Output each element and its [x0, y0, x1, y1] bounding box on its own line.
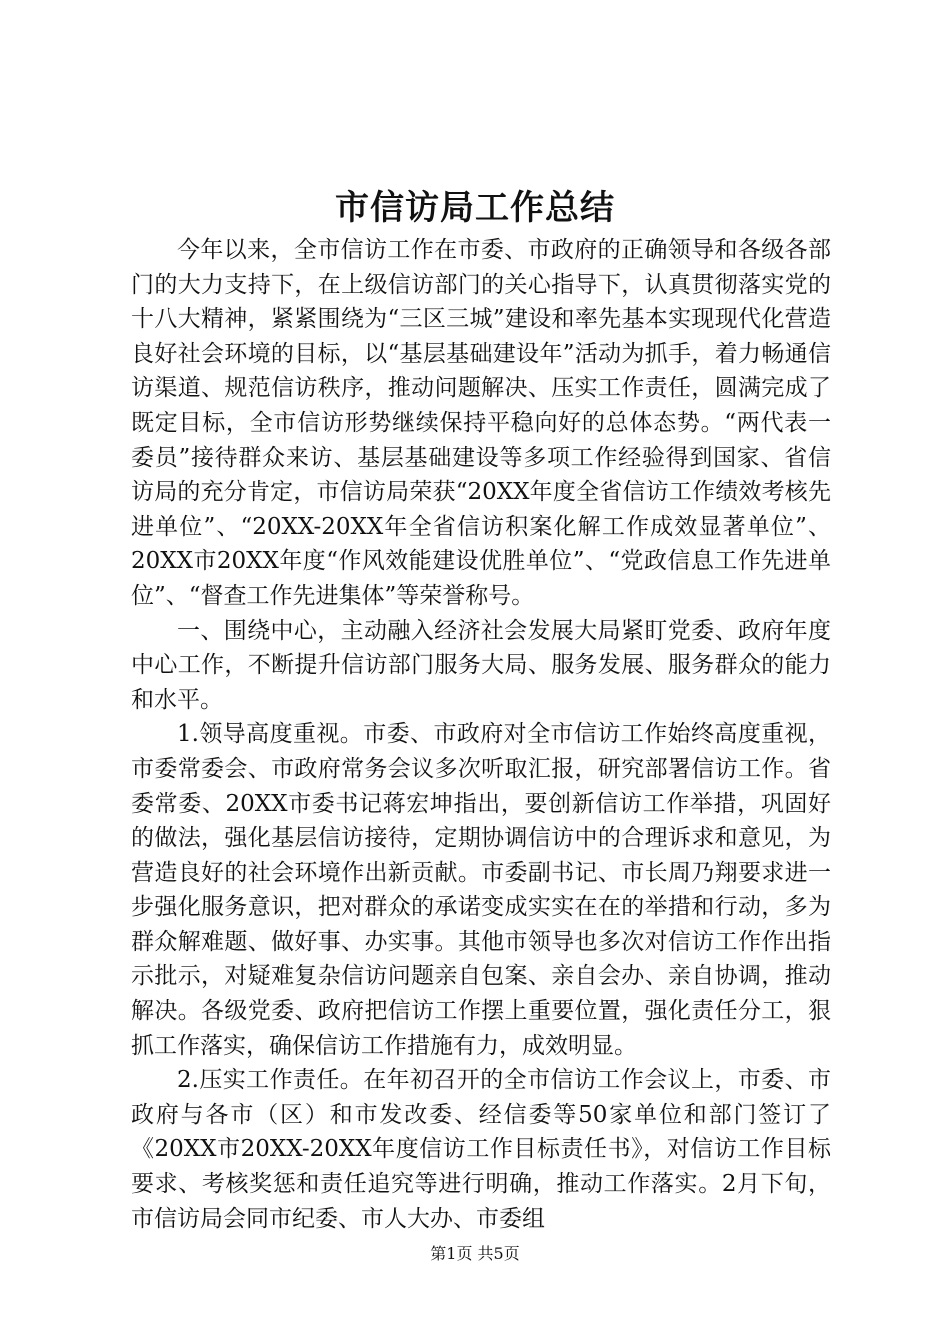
- document-body: [131, 233, 831, 1236]
- document-title: 市信访局工作总结: [335, 188, 615, 228]
- page-footer: 第1页 共5页: [430, 1244, 520, 1263]
- paragraph-section-one: 一、围绕中心，主动融入经济社会发展大局紧盯党委、政府年度中心工作，不断提升信访部门服务大局、服务发展、服务群众的能力和水平。: [131, 617, 831, 713]
- paragraph-item-one: 1.领导高度重视。市委、市政府对全市信访工作始终高度重视，市委常委会、市政府常务会议多次听取汇报，研究部署信访工作。省委常委、20XX市委书记蒋宏坤指出，要创新信访工作举措，巩固好的做法，强化基层信访接待，定期协调信访中的合理诉求和意见，为营造良好的社会环境作出新贡献。市委副书记、市长周乃翔要求进一步强化服务意识，把对群众的承诺变成实实在在的举措和行动，多为群众解难题、做好事、办实事。其他市领导也多次对信访工作作出指示批示，对疑难复杂信访问题亲自包案、亲自会办、亲自协调，推动解决。各级党委、政府把信访工作摆上重要位置，强化责任分工，狠抓工作落实，确保信访工作措施有力，成效明显。: [131, 721, 831, 1059]
- paragraph-item-two: 2.压实工作责任。在年初召开的全市信访工作会议上，市委、市政府与各市（区）和市发改委、经信委等50家单位和部门签订了《20XX市20XX-20XX年度信访工作目标责任书》，对信访工作目标要求、考核奖惩和责任追究等进行明确，推动工作落实。2月下旬，市信访局会同市纪委、市人大办、市委组: [131, 1067, 831, 1232]
- paragraph-intro: 今年以来，全市信访工作在市委、市政府的正确领导和各级各部门的大力支持下，在上级信访部门的关心指导下，认真贯彻落实党的十八大精神，紧紧围绕为“三区三城”建设和率先基本实现现代化营造良好社会环境的目标，以“基层基础建设年”活动为抓手，着力畅通信访渠道、规范信访秩序，推动问题解决、压实工作责任，圆满完成了既定目标，全市信访形势继续保持平稳向好的总体态势。“两代表一委员”接待群众来访、基层基础建设等多项工作经验得到国家、省信访局的充分肯定，市信访局荣获“20XX年度全省信访工作绩效考核先进单位”、“20XX-20XX年全省信访积案化解工作成效显著单位”、20XX市20XX年度“作风效能建设优胜单位”、“党政信息工作先进单位”、“督查工作先进集体”等荣誉称号。: [131, 237, 831, 609]
